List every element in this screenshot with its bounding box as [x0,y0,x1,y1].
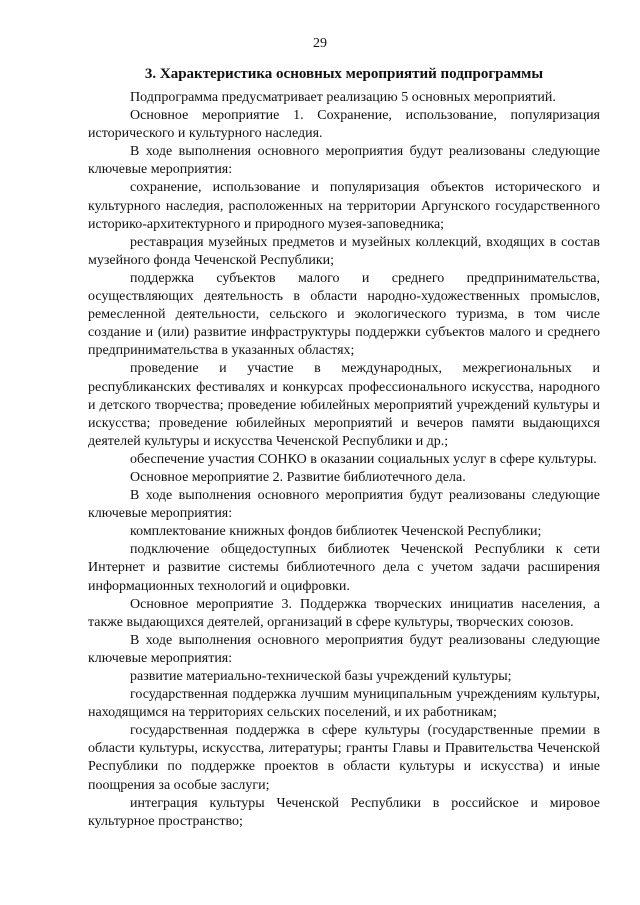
list-item: государственная поддержка в сфере культуры (государственные премии в области культуры, искусства, литературы; гранты Главы и Правительства Чеченской Республики по поддержке проектов в области культуры и искусства) и иные поощрения за особые заслуги; [88,723,600,793]
list-item: интеграция культуры Чеченской Республики в российское и мировое культурное пространство; [88,795,600,829]
section-title: 3. Характеристика основных мероприятий подпрограммы [144,66,544,82]
list-item: подключение общедоступных библиотек Чеченской Республики к сети Интернет и развитие системы библиотечного дела с учетом задачи расширения информационных технологий и оцифровки. [88,542,600,594]
list-item: государственная поддержка лучшим муниципальным учреждениям культуры, находящимся на территориях сельских поселений, и их работникам; [88,687,600,721]
paragraph: Основное мероприятие 2. Развитие библиотечного дела. [130,469,466,485]
paragraph: В ходе выполнения основного мероприятия будут реализованы следующие ключевые мероприятия: [88,488,600,522]
paragraph: Основное мероприятие 3. Поддержка творческих инициатив населения, а также выдающихся деятелей, организаций в сфере культуры, творческих союзов. [88,596,600,630]
paragraph: В ходе выполнения основного мероприятия будут реализованы следующие ключевые мероприятия: [88,144,600,178]
list-item: комплектование книжных фондов библиотек Чеченской Республики; [130,524,542,540]
paragraph: Основное мероприятие 1. Сохранение, использование, популяризация исторического и культурного наследия. [88,108,600,142]
paragraph: В ходе выполнения основного мероприятия будут реализованы следующие ключевые мероприятия: [88,632,600,666]
list-item: обеспечение участия СОНКО в оказании социальных услуг в сфере культуры. [130,451,597,467]
list-item: сохранение, использование и популяризация объектов исторического и культурного наследия, расположенных на территории Аргунского государственного историко-архитектурного и природного музея-заповедника; [88,180,600,232]
list-item: поддержка субъектов малого и среднего предпринимательства, осуществляющих деятельность в области народно-художественных промыслов, ремесленной деятельности, сельского и экологического туризма, в том числе создание и (или) развитие инфраструктуры поддержки субъектов малого и среднего предпринимательства в указанных областях; [88,270,600,359]
paragraph: Подпрограмма предусматривает реализацию 5 основных мероприятий. [130,90,556,105]
page-number: 29 [313,36,327,51]
list-item: проведение и участие в международных, межрегиональных и республиканских фестивалях и конкурсах профессионального искусства, народного и детского творчества; проведение юбилейных мероприятий учреждений культуры и искусства; проведение юбилейных мероприятий и вечеров памяти выдающихся деятелей культуры и искусства Чеченской Республики и др.; [88,361,600,449]
list-item: развитие материально-технической базы учреждений культуры; [130,669,512,684]
list-item: реставрация музейных предметов и музейных коллекций, входящих в состав музейного фонда Чеченской Республики; [88,234,600,268]
document-body [88,89,600,831]
